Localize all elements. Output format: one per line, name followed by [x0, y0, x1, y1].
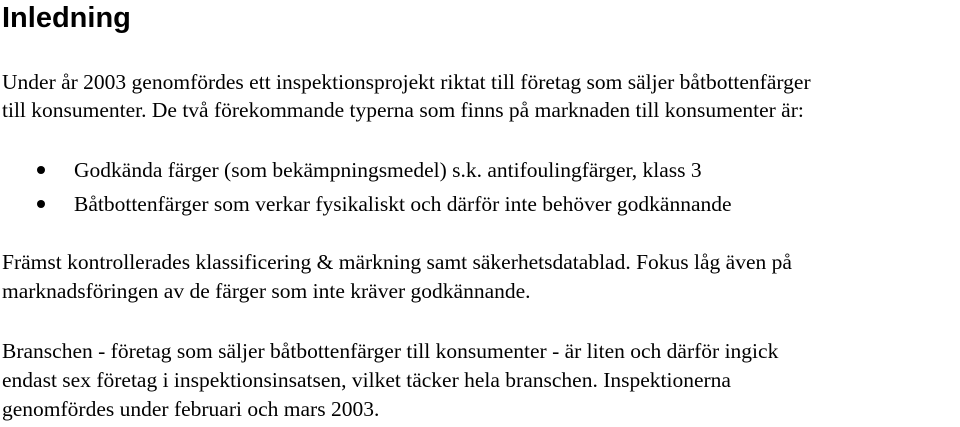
- bullet-item-approved-paints: [0, 156, 960, 184]
- bullet-item-physical-paints: [0, 190, 960, 218]
- paragraph-3-line-3: genomfördes under februari och mars 2003.: [2, 397, 380, 421]
- paragraph-2-line-1: Främst kontrollerades klassificering & märkning samt säkerhetsdatablad. Fokus låg även på: [2, 250, 792, 274]
- paragraph-3-line-2: endast sex företag i inspektionsinsatsen, vilket täcker hela branschen. Inspektionerna: [2, 368, 731, 392]
- bullet-icon: [37, 166, 45, 174]
- intro-line-2: till konsumenter. De två förekommande typerna som finns på marknaden till konsumenter är:: [2, 98, 804, 122]
- bullet-text: Båtbottenfärger som verkar fysikaliskt och därför inte behöver godkännande: [74, 192, 732, 216]
- paragraph-3-line-1: Branschen - företag som säljer båtbottenfärger till konsumenter - är liten och därför ingick: [2, 339, 779, 363]
- bullet-text: Godkända färger (som bekämpningsmedel) s.k. antifoulingfärger, klass 3: [74, 158, 702, 182]
- bullet-icon: [37, 200, 45, 208]
- paragraph-2-line-2: marknadsföringen av de färger som inte kräver godkännande.: [2, 279, 531, 303]
- intro-line-1: Under år 2003 genomfördes ett inspektionsprojekt riktat till företag som säljer båtbottenfärger: [2, 70, 811, 94]
- page-title: Inledning: [2, 2, 131, 34]
